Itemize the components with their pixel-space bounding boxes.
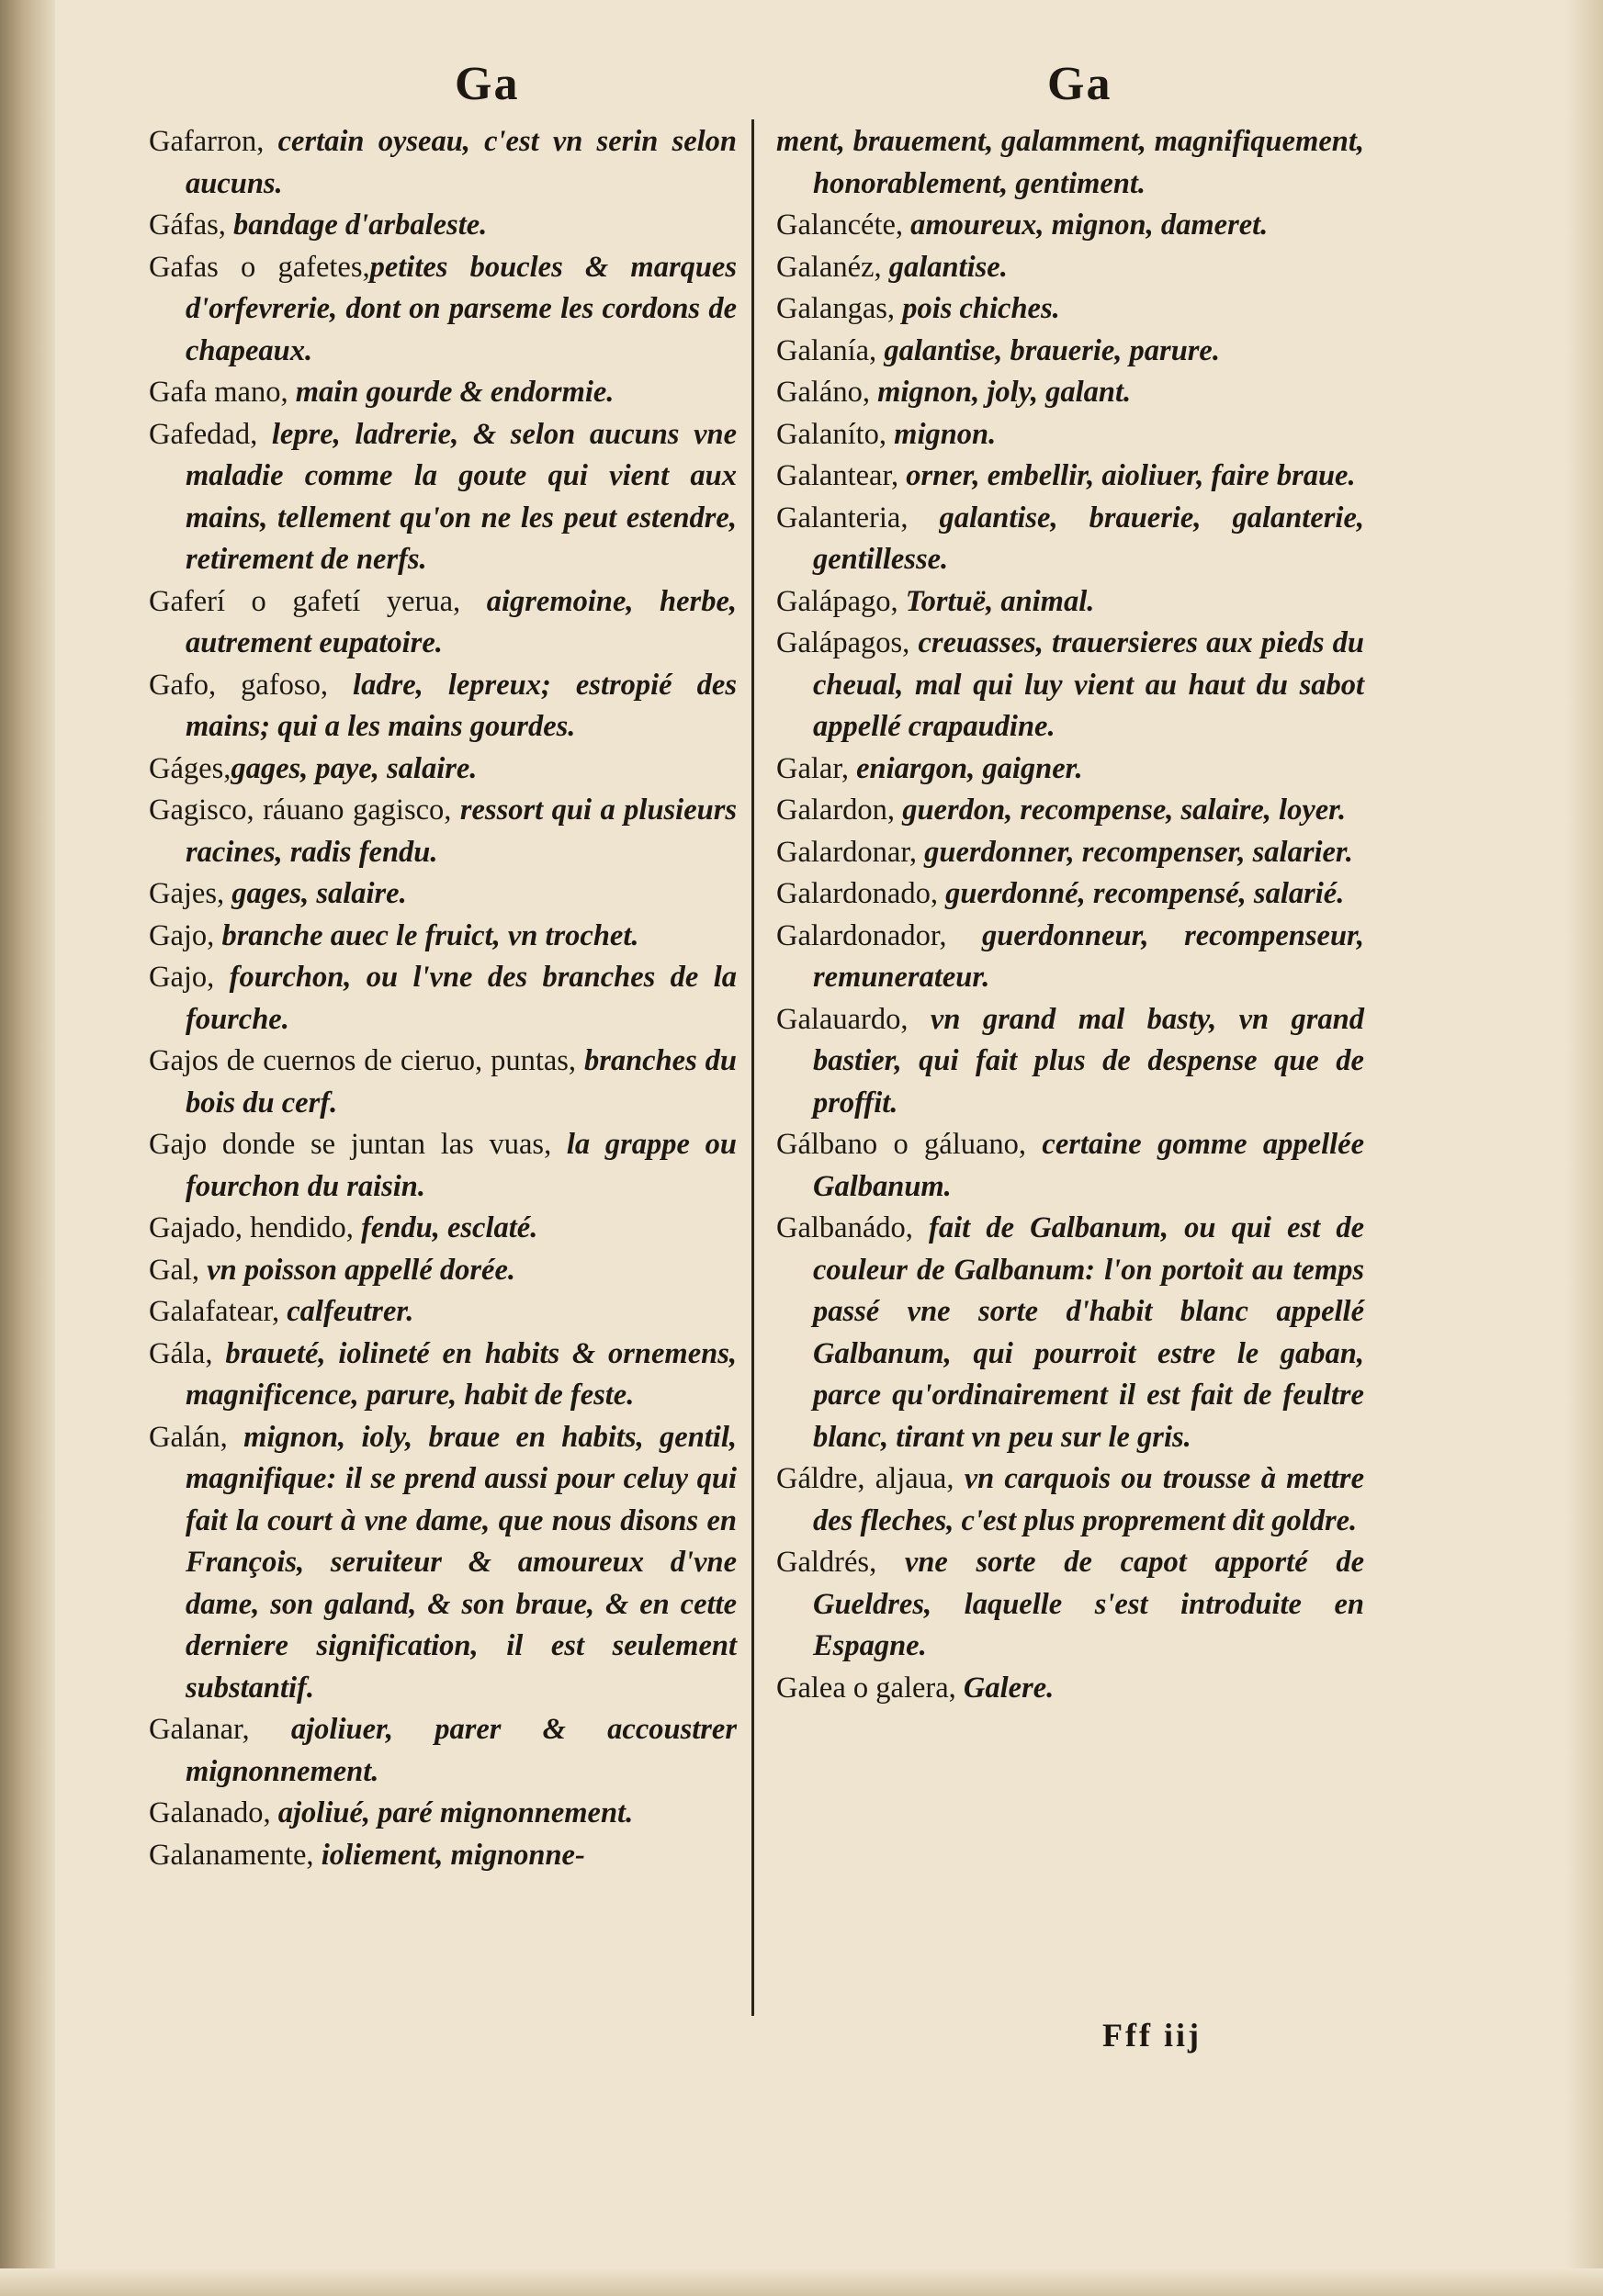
entry-definition: galantise, brauerie, galanterie, gentillesse. [813,501,1364,576]
dictionary-entry [776,916,1364,999]
entry-definition: petites boucles & marques d'orfevrerie, dont on parseme les cordons de chapeaux. [186,250,737,367]
entry-definition: vn carquois ou trousse à mettre des fleches, c'est plus proprement dit goldre. [813,1462,1364,1537]
page-edge-shadow [1566,0,1603,2296]
right-column [776,121,1364,1709]
dictionary-entry [776,121,1364,205]
dictionary-entry [149,1793,737,1835]
dictionary-entry [776,1208,1364,1458]
entry-definition: orner, embellir, aioliuer, faire braue. [898,459,1356,492]
entry-definition: vn grand mal basty, vn grand bastier, qui fait plus de despense que de proffit. [813,1002,1364,1120]
dictionary-entry [776,748,1364,791]
entry-definition: Galere. [955,1671,1055,1705]
dictionary-entry [776,456,1364,498]
running-head-right: Ga [1047,58,1112,110]
dictionary-entry [149,414,737,581]
entry-definition: la grappe ou fourchon du raisin. [186,1128,737,1203]
entry-definition: ajoliuer, parer & accoustrer mignonnement. [186,1713,737,1788]
dictionary-entry [776,1124,1364,1208]
entry-definition: gages, salaire. [224,877,407,910]
running-head-left: Ga [455,58,520,110]
entry-definition: guerdonné, recompensé, salarié. [937,877,1345,910]
entry-headword: Galápago, [776,584,898,618]
entry-definition: mignon, joly, galant. [869,376,1132,409]
left-column [149,121,737,1876]
dictionary-entry [149,665,737,748]
entry-definition: eniargon, gaigner. [849,751,1083,785]
entry-definition: ajoliué, paré mignonnement. [270,1796,634,1829]
entry-definition: vn poisson appellé dorée. [199,1253,515,1287]
entry-headword: Galanéz, [776,250,882,284]
entry-headword: Galancéte, [776,208,904,242]
entry-headword: Gajo, [149,918,215,952]
dictionary-entry [149,957,737,1041]
dictionary-entry [149,205,737,247]
dictionary-entry [776,498,1364,581]
entry-definition: fourchon, ou l'vne des branches de la fourche. [186,961,737,1036]
dictionary-entry [776,247,1364,289]
entry-headword: Galardonador, [776,918,947,952]
dictionary-entry [149,372,737,414]
entry-definition: creuasses, trauersieres aux pieds du cheual, mal qui luy vient au haut du sabot appellé crapaudine. [813,626,1364,743]
entry-headword: Gagisco, ráuano gagisco, [149,793,452,827]
dictionary-entry [149,790,737,873]
dictionary-entry [776,205,1364,247]
entry-definition: braueté, iolineté en habits & ornemens, magnificence, parure, habit de feste. [186,1336,737,1412]
entry-definition: fendu, esclaté. [353,1211,538,1244]
dictionary-entry [149,1124,737,1208]
entry-headword: Gafarron, [149,125,265,158]
entry-definition: bandage d'arbaleste. [225,208,488,242]
dictionary-entry [776,1458,1364,1542]
entry-headword: Galanar, [149,1713,250,1746]
dictionary-entry [149,748,737,791]
entry-headword: Galbanádo, [776,1211,913,1244]
entry-headword: Galanado, [149,1796,271,1829]
entry-definition: vne sorte de capot apporté de Gueldres, laquelle s'est introduite en Espagne. [813,1546,1364,1662]
entry-definition: certaine gomme appellée Galbanum. [813,1128,1364,1203]
entry-definition: certain oyseau, c'est vn serin selon aucuns. [186,125,737,200]
entry-definition: guerdonneur, recompenseur, remunerateur. [813,918,1364,994]
entry-definition: aigremoine, herbe, autrement eupatoire. [186,584,737,659]
entry-headword: Galafatear, [149,1295,280,1328]
dictionary-entry [776,790,1364,832]
entry-headword: Galardonado, [776,877,938,910]
entry-headword: Gáges, [149,751,231,785]
dictionary-entry [776,1668,1364,1710]
dictionary-entry [776,288,1364,331]
dictionary-entry [149,1250,737,1292]
dictionary-entry [776,623,1364,748]
entry-headword: Galar, [776,751,849,785]
dictionary-entry [149,873,737,916]
entry-definition: galantise, brauerie, parure. [876,333,1220,367]
entry-headword: Galantear, [776,459,899,492]
dictionary-entry [149,1208,737,1250]
dictionary-entry [776,999,1364,1125]
entry-definition: branche auec le fruict, vn trochet. [214,918,639,952]
entry-headword: Galardon, [776,793,896,827]
entry-headword: Galea o galera, [776,1671,956,1705]
entry-definition: galantise. [881,250,1008,284]
entry-headword: Gajes, [149,877,225,910]
entry-headword: Gajado, hendido, [149,1211,354,1244]
entry-definition: ressort qui a plusieurs racines, radis fendu. [186,793,737,869]
entry-headword: Gálbano o gáluano, [776,1128,1027,1161]
entry-definition: main gourde & endormie. [288,376,615,409]
dictionary-entry [149,121,737,205]
entry-headword: Galanía, [776,333,877,367]
entry-headword: Gajo donde se juntan las vuas, [149,1128,552,1161]
entry-definition: ladre, lepreux; estropié des mains; qui a les mains gourdes. [186,668,737,743]
page-bottom-edge [0,2268,1603,2296]
entry-definition: lepre, ladrerie, & selon aucuns vne maladie comme la goute qui vient aux mains, tellement qu'on ne les peut estendre, retirement de nerfs. [186,417,737,576]
entry-headword: Galanteria, [776,501,909,535]
entry-definition: calfeutrer. [279,1295,414,1328]
entry-headword: Gafa mano, [149,376,288,409]
entry-definition: pois chiches. [895,292,1060,325]
entry-headword: Galauardo, [776,1002,909,1036]
entry-definition: ioliement, mignonne- [313,1838,585,1872]
entry-headword: Gáfas, [149,208,226,242]
entry-definition: Tortuë, animal. [897,584,1095,618]
entry-headword: Galán, [149,1420,228,1454]
entry-headword: Gaferí o gafetí yerua, [149,584,461,618]
dictionary-entry [776,873,1364,916]
entry-definition: ment, brauement, galamment, magnifiquement, honorablement, gentiment. [776,125,1364,200]
dictionary-entry [149,247,737,373]
entry-definition: branches du bois du cerf. [186,1044,737,1120]
entry-headword: Gáldre, aljaua, [776,1462,954,1495]
dictionary-entry [149,1041,737,1124]
entry-definition: guerdonner, recompenser, salarier. [917,835,1353,869]
entry-headword: Gafedad, [149,417,258,451]
column-divider [751,119,754,2016]
entry-headword: Gála, [149,1336,213,1370]
entry-definition: amoureux, mignon, dameret. [903,208,1269,242]
entry-headword: Galardonar, [776,835,917,869]
entry-headword: Gajos de cuernos de cieruo, puntas, [149,1044,577,1077]
entry-headword: Galangas, [776,292,896,325]
dictionary-entry [776,581,1364,624]
signature-mark: Fff iij [1102,2017,1202,2054]
dictionary-entry [776,414,1364,456]
entry-headword: Gal, [149,1253,200,1287]
entry-definition: gages, paye, salaire. [231,751,478,785]
entry-headword: Gafas o gafetes, [149,250,370,284]
dictionary-entry [149,581,737,665]
entry-headword: Galáno, [776,376,870,409]
entry-headword: Galanamente, [149,1838,314,1872]
entry-headword: Gafo, gafoso, [149,668,328,702]
dictionary-entry [149,1709,737,1793]
dictionary-entry [149,1334,737,1417]
entry-definition: fait de Galbanum, ou qui est de couleur de Galbanum: l'on portoit au temps passé vne sorte d'habit blanc appellé Galbanum, qui pourroit estre le gaban, parce qu'ordinairement il est fait de feultre blanc, tirant vn peu sur le gris. [813,1211,1364,1454]
entry-definition: mignon. [886,417,997,451]
entry-definition: guerdon, recompense, salaire, loyer. [895,793,1347,827]
entry-headword: Galaníto, [776,417,887,451]
dictionary-entry [776,1542,1364,1668]
entry-headword: Galápagos, [776,626,910,659]
dictionary-entry [149,916,737,958]
dictionary-entry [776,832,1364,874]
dictionary-entry [149,1291,737,1334]
entry-headword: Gajo, [149,961,215,994]
dictionary-entry [149,1835,737,1877]
dictionary-entry [776,372,1364,414]
binding-gutter [0,0,55,2296]
dictionary-entry [776,331,1364,373]
dictionary-entry [149,1417,737,1710]
entry-headword: Galdrés, [776,1546,877,1579]
entry-definition: mignon, ioly, braue en habits, gentil, magnifique: il se prend aussi pour celuy qui fait la court à vne dame, que nous disons en François, seruiteur & amoureux d'vne dame, son galand, & son braue, & en cette derniere signification, il est seulement substantif. [186,1420,737,1705]
